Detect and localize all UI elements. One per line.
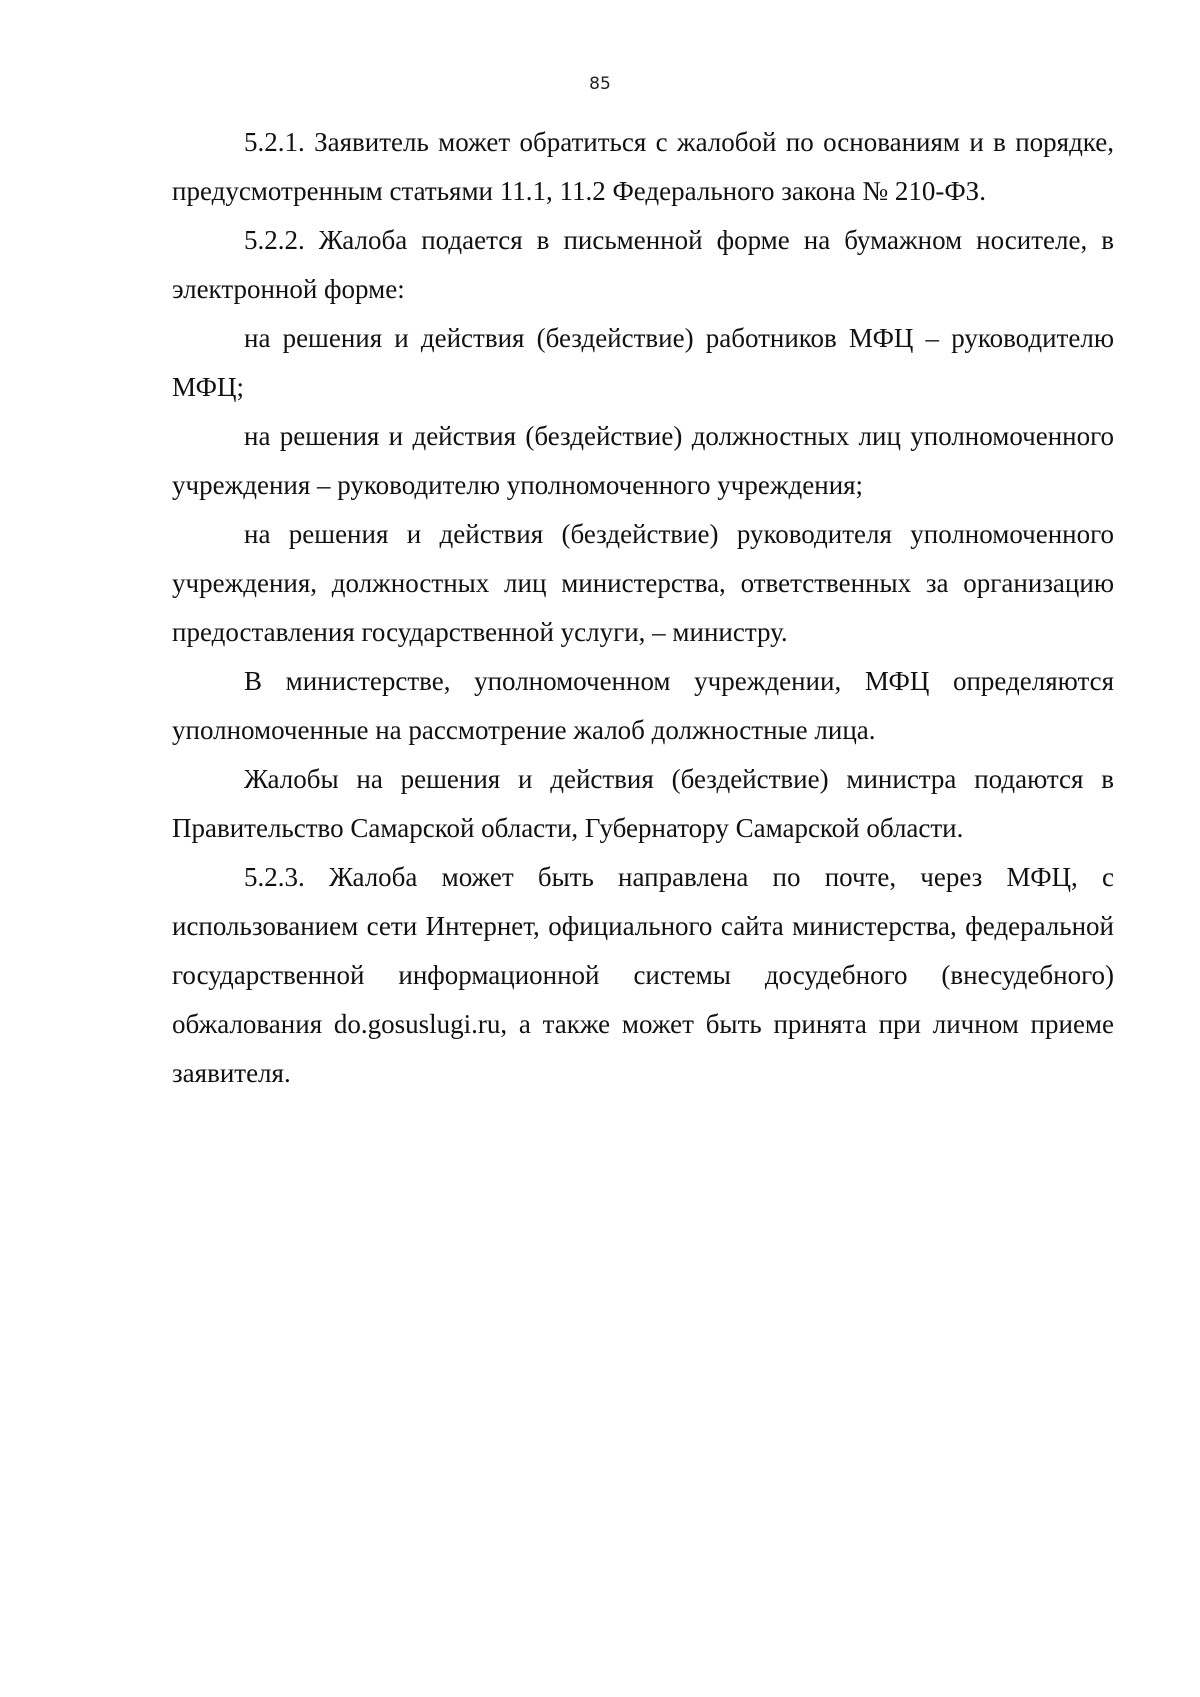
paragraph-authorized-officials: В министерстве, уполномоченном учреждении, МФЦ определяются уполномоченные на рассмотрение жалоб должностные лица. — [172, 666, 1114, 745]
paragraph-mfc-workers: на решения и действия (бездействие) работников МФЦ – руководителю МФЦ; — [172, 323, 1114, 402]
page-number: 85 — [589, 74, 611, 94]
paragraph-authorized-institution-officials: на решения и действия (бездействие) должностных лиц уполномоченного учреждения – руководителю уполномоченного учреждения; — [172, 421, 1114, 500]
document-body — [172, 118, 1114, 1098]
paragraph-institution-head-ministry-officials: на решения и действия (бездействие) руководителя уполномоченного учреждения, должностных лиц министерства, ответственных за организацию предоставления государственной услуги, – министру. — [172, 519, 1114, 647]
paragraph-minister-complaints: Жалобы на решения и действия (бездействие) министра подаются в Правительство Самарской области, Губернатору Самарской области. — [172, 764, 1114, 843]
paragraph-5-2-2: 5.2.2. Жалоба подается в письменной форме на бумажном носителе, в электронной форме: — [172, 225, 1114, 304]
paragraph-5-2-3: 5.2.3. Жалоба может быть направлена по почте, через МФЦ, с использованием сети Интернет, официального сайта министерства, федеральной государственной информационной системы досудебного (внесудебного) обжалования do.gosuslugi.ru, а также может быть принята при личном приеме заявителя. — [172, 862, 1114, 1088]
paragraph-5-2-1: 5.2.1. Заявитель может обратиться с жалобой по основаниям и в порядке, предусмотренным статьями 11.1, 11.2 Федерального закона № 210-ФЗ. — [172, 127, 1114, 206]
